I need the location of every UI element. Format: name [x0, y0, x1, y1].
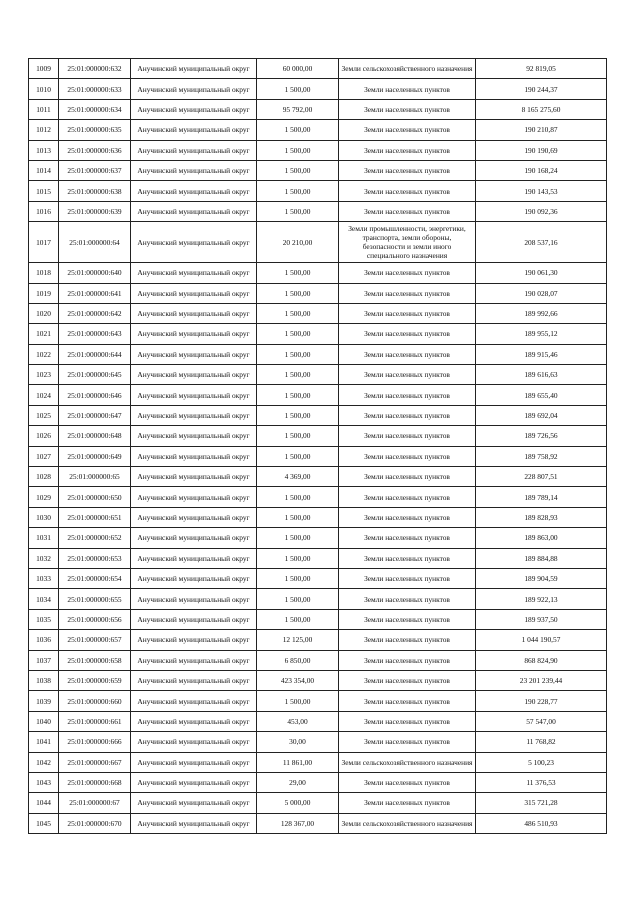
district-cell: Анучинский муниципальный округ — [131, 650, 257, 670]
land-category-cell: Земли населенных пунктов — [339, 609, 476, 629]
district-cell: Анучинский муниципальный округ — [131, 263, 257, 283]
area-cell: 1 500,00 — [257, 120, 339, 140]
table-row — [29, 446, 607, 466]
table-row — [29, 140, 607, 160]
area-cell: 12 125,00 — [257, 630, 339, 650]
area-cell: 1 500,00 — [257, 528, 339, 548]
table-row — [29, 528, 607, 548]
cadastral-value-cell: 189 915,46 — [476, 344, 607, 364]
table-row — [29, 222, 607, 263]
row-number-cell: 1029 — [29, 487, 59, 507]
area-cell: 1 500,00 — [257, 365, 339, 385]
row-number-cell: 1024 — [29, 385, 59, 405]
land-category-cell: Земли населенных пунктов — [339, 548, 476, 568]
cadastral-value-cell: 228 807,51 — [476, 467, 607, 487]
district-cell: Анучинский муниципальный округ — [131, 446, 257, 466]
district-cell: Анучинский муниципальный округ — [131, 426, 257, 446]
table-row — [29, 670, 607, 690]
cadastral-value-cell: 190 168,24 — [476, 160, 607, 180]
cadastral-number-cell: 25:01:000000:654 — [59, 568, 131, 588]
cadastral-value-cell: 189 828,93 — [476, 507, 607, 527]
district-cell: Анучинский муниципальный округ — [131, 487, 257, 507]
row-number-cell: 1015 — [29, 181, 59, 201]
row-number-cell: 1041 — [29, 732, 59, 752]
table-row — [29, 385, 607, 405]
district-cell: Анучинский муниципальный округ — [131, 528, 257, 548]
cadastral-number-cell: 25:01:000000:641 — [59, 283, 131, 303]
cadastral-value-cell: 868 824,90 — [476, 650, 607, 670]
cadastral-value-cell: 11 376,53 — [476, 772, 607, 792]
area-cell: 1 500,00 — [257, 589, 339, 609]
table-row — [29, 609, 607, 629]
row-number-cell: 1043 — [29, 772, 59, 792]
land-category-cell: Земли населенных пунктов — [339, 793, 476, 813]
row-number-cell: 1021 — [29, 324, 59, 344]
cadastral-value-cell: 189 884,88 — [476, 548, 607, 568]
land-category-cell: Земли населенных пунктов — [339, 99, 476, 119]
table-row — [29, 813, 607, 833]
area-cell: 1 500,00 — [257, 263, 339, 283]
table-row — [29, 324, 607, 344]
table-row — [29, 467, 607, 487]
cadastral-value-cell: 8 165 275,60 — [476, 99, 607, 119]
district-cell: Анучинский муниципальный округ — [131, 670, 257, 690]
land-category-cell: Земли населенных пунктов — [339, 426, 476, 446]
row-number-cell: 1030 — [29, 507, 59, 527]
cadastral-number-cell: 25:01:000000:64 — [59, 222, 131, 263]
area-cell: 423 354,00 — [257, 670, 339, 690]
land-category-cell: Земли населенных пунктов — [339, 385, 476, 405]
cadastral-number-cell: 25:01:000000:644 — [59, 344, 131, 364]
cadastral-number-cell: 25:01:000000:633 — [59, 79, 131, 99]
area-cell: 1 500,00 — [257, 181, 339, 201]
area-cell: 5 000,00 — [257, 793, 339, 813]
district-cell: Анучинский муниципальный округ — [131, 405, 257, 425]
area-cell: 11 861,00 — [257, 752, 339, 772]
area-cell: 1 500,00 — [257, 507, 339, 527]
cadastral-number-cell: 25:01:000000:657 — [59, 630, 131, 650]
district-cell: Анучинский муниципальный округ — [131, 813, 257, 833]
row-number-cell: 1045 — [29, 813, 59, 833]
land-category-cell: Земли населенных пунктов — [339, 303, 476, 323]
area-cell: 1 500,00 — [257, 160, 339, 180]
table-row — [29, 405, 607, 425]
cadastral-number-cell: 25:01:000000:658 — [59, 650, 131, 670]
district-cell: Анучинский муниципальный округ — [131, 691, 257, 711]
district-cell: Анучинский муниципальный округ — [131, 283, 257, 303]
cadastral-value-cell: 11 768,82 — [476, 732, 607, 752]
district-cell: Анучинский муниципальный округ — [131, 365, 257, 385]
cadastral-value-cell: 189 726,56 — [476, 426, 607, 446]
cadastral-value-cell: 189 655,40 — [476, 385, 607, 405]
land-category-cell: Земли населенных пунктов — [339, 487, 476, 507]
district-cell: Анучинский муниципальный округ — [131, 181, 257, 201]
table-row — [29, 568, 607, 588]
land-category-cell: Земли населенных пунктов — [339, 344, 476, 364]
land-category-cell: Земли населенных пунктов — [339, 589, 476, 609]
district-cell: Анучинский муниципальный округ — [131, 201, 257, 221]
row-number-cell: 1044 — [29, 793, 59, 813]
land-category-cell: Земли населенных пунктов — [339, 446, 476, 466]
table-row — [29, 691, 607, 711]
district-cell: Анучинский муниципальный округ — [131, 324, 257, 344]
cadastral-value-cell: 189 616,63 — [476, 365, 607, 385]
district-cell: Анучинский муниципальный округ — [131, 732, 257, 752]
table-row — [29, 752, 607, 772]
row-number-cell: 1037 — [29, 650, 59, 670]
table-body — [29, 59, 607, 834]
land-category-cell: Земли населенных пунктов — [339, 160, 476, 180]
cadastral-number-cell: 25:01:000000:647 — [59, 405, 131, 425]
row-number-cell: 1034 — [29, 589, 59, 609]
district-cell: Анучинский муниципальный округ — [131, 589, 257, 609]
row-number-cell: 1026 — [29, 426, 59, 446]
cadastral-number-cell: 25:01:000000:642 — [59, 303, 131, 323]
cadastral-number-cell: 25:01:000000:661 — [59, 711, 131, 731]
area-cell: 1 500,00 — [257, 426, 339, 446]
cadastral-number-cell: 25:01:000000:651 — [59, 507, 131, 527]
land-category-cell: Земли населенных пунктов — [339, 732, 476, 752]
table-row — [29, 181, 607, 201]
table-row — [29, 283, 607, 303]
district-cell: Анучинский муниципальный округ — [131, 59, 257, 79]
district-cell: Анучинский муниципальный округ — [131, 548, 257, 568]
table-row — [29, 548, 607, 568]
cadastral-value-cell: 189 937,50 — [476, 609, 607, 629]
area-cell: 1 500,00 — [257, 446, 339, 466]
cadastral-number-cell: 25:01:000000:637 — [59, 160, 131, 180]
area-cell: 128 367,00 — [257, 813, 339, 833]
row-number-cell: 1027 — [29, 446, 59, 466]
table-row — [29, 793, 607, 813]
cadastral-number-cell: 25:01:000000:640 — [59, 263, 131, 283]
row-number-cell: 1036 — [29, 630, 59, 650]
table-row — [29, 201, 607, 221]
area-cell: 1 500,00 — [257, 609, 339, 629]
area-cell: 1 500,00 — [257, 405, 339, 425]
cadastral-value-cell: 57 547,00 — [476, 711, 607, 731]
area-cell: 1 500,00 — [257, 303, 339, 323]
land-category-cell: Земли населенных пунктов — [339, 630, 476, 650]
table-row — [29, 99, 607, 119]
district-cell: Анучинский муниципальный округ — [131, 140, 257, 160]
area-cell: 6 850,00 — [257, 650, 339, 670]
land-category-cell: Земли населенных пунктов — [339, 568, 476, 588]
table-row — [29, 303, 607, 323]
area-cell: 1 500,00 — [257, 548, 339, 568]
cadastral-number-cell: 25:01:000000:639 — [59, 201, 131, 221]
cadastral-number-cell: 25:01:000000:660 — [59, 691, 131, 711]
land-category-cell: Земли населенных пунктов — [339, 405, 476, 425]
row-number-cell: 1018 — [29, 263, 59, 283]
cadastral-number-cell: 25:01:000000:65 — [59, 467, 131, 487]
cadastral-value-cell: 315 721,28 — [476, 793, 607, 813]
table-row — [29, 487, 607, 507]
table-row — [29, 365, 607, 385]
area-cell: 20 210,00 — [257, 222, 339, 263]
area-cell: 453,00 — [257, 711, 339, 731]
row-number-cell: 1017 — [29, 222, 59, 263]
cadastral-value-cell: 190 143,53 — [476, 181, 607, 201]
cadastral-value-cell: 486 510,93 — [476, 813, 607, 833]
area-cell: 4 369,00 — [257, 467, 339, 487]
land-category-cell: Земли населенных пунктов — [339, 528, 476, 548]
land-category-cell: Земли населенных пунктов — [339, 324, 476, 344]
land-category-cell: Земли населенных пунктов — [339, 670, 476, 690]
cadastral-value-cell: 189 922,13 — [476, 589, 607, 609]
area-cell: 1 500,00 — [257, 79, 339, 99]
land-category-cell: Земли сельскохозяйственного назначения — [339, 752, 476, 772]
district-cell: Анучинский муниципальный округ — [131, 711, 257, 731]
area-cell: 60 000,00 — [257, 59, 339, 79]
area-cell: 95 792,00 — [257, 99, 339, 119]
cadastral-number-cell: 25:01:000000:659 — [59, 670, 131, 690]
row-number-cell: 1022 — [29, 344, 59, 364]
district-cell: Анучинский муниципальный округ — [131, 160, 257, 180]
row-number-cell: 1042 — [29, 752, 59, 772]
cadastral-value-cell: 189 692,04 — [476, 405, 607, 425]
district-cell: Анучинский муниципальный округ — [131, 222, 257, 263]
table-row — [29, 426, 607, 446]
area-cell: 1 500,00 — [257, 140, 339, 160]
row-number-cell: 1035 — [29, 609, 59, 629]
land-category-cell: Земли населенных пунктов — [339, 467, 476, 487]
row-number-cell: 1014 — [29, 160, 59, 180]
land-category-cell: Земли населенных пунктов — [339, 772, 476, 792]
row-number-cell: 1028 — [29, 467, 59, 487]
row-number-cell: 1032 — [29, 548, 59, 568]
cadastral-value-cell: 189 992,66 — [476, 303, 607, 323]
land-category-cell: Земли сельскохозяйственного назначения — [339, 59, 476, 79]
row-number-cell: 1010 — [29, 79, 59, 99]
row-number-cell: 1031 — [29, 528, 59, 548]
cadastral-number-cell: 25:01:000000:670 — [59, 813, 131, 833]
land-registry-table — [28, 58, 607, 834]
cadastral-number-cell: 25:01:000000:653 — [59, 548, 131, 568]
land-category-cell: Земли населенных пунктов — [339, 283, 476, 303]
cadastral-value-cell: 190 228,77 — [476, 691, 607, 711]
cadastral-value-cell: 189 789,14 — [476, 487, 607, 507]
row-number-cell: 1013 — [29, 140, 59, 160]
table-row — [29, 344, 607, 364]
district-cell: Анучинский муниципальный округ — [131, 385, 257, 405]
cadastral-value-cell: 190 028,07 — [476, 283, 607, 303]
area-cell: 1 500,00 — [257, 201, 339, 221]
cadastral-number-cell: 25:01:000000:635 — [59, 120, 131, 140]
table-row — [29, 79, 607, 99]
row-number-cell: 1039 — [29, 691, 59, 711]
table-row — [29, 160, 607, 180]
district-cell: Анучинский муниципальный округ — [131, 609, 257, 629]
land-category-cell: Земли населенных пунктов — [339, 507, 476, 527]
cadastral-number-cell: 25:01:000000:667 — [59, 752, 131, 772]
cadastral-value-cell: 5 100,23 — [476, 752, 607, 772]
row-number-cell: 1025 — [29, 405, 59, 425]
cadastral-value-cell: 23 201 239,44 — [476, 670, 607, 690]
table-row — [29, 120, 607, 140]
cadastral-value-cell: 190 092,36 — [476, 201, 607, 221]
area-cell: 29,00 — [257, 772, 339, 792]
table-row — [29, 732, 607, 752]
cadastral-number-cell: 25:01:000000:668 — [59, 772, 131, 792]
land-category-cell: Земли населенных пунктов — [339, 263, 476, 283]
area-cell: 1 500,00 — [257, 344, 339, 364]
cadastral-value-cell: 189 758,92 — [476, 446, 607, 466]
row-number-cell: 1040 — [29, 711, 59, 731]
land-category-cell: Земли населенных пунктов — [339, 140, 476, 160]
cadastral-number-cell: 25:01:000000:652 — [59, 528, 131, 548]
district-cell: Анучинский муниципальный округ — [131, 507, 257, 527]
table-row — [29, 650, 607, 670]
table-row — [29, 263, 607, 283]
cadastral-value-cell: 208 537,16 — [476, 222, 607, 263]
row-number-cell: 1020 — [29, 303, 59, 323]
area-cell: 1 500,00 — [257, 487, 339, 507]
land-category-cell: Земли населенных пунктов — [339, 201, 476, 221]
cadastral-number-cell: 25:01:000000:649 — [59, 446, 131, 466]
table-row — [29, 507, 607, 527]
area-cell: 1 500,00 — [257, 385, 339, 405]
table-row — [29, 772, 607, 792]
land-category-cell: Земли населенных пунктов — [339, 120, 476, 140]
land-category-cell: Земли населенных пунктов — [339, 365, 476, 385]
area-cell: 1 500,00 — [257, 283, 339, 303]
row-number-cell: 1019 — [29, 283, 59, 303]
cadastral-value-cell: 1 044 190,57 — [476, 630, 607, 650]
land-category-cell: Земли промышленности, энергетики, транспорта, земли обороны, безопасности и земли иного специального назначения — [339, 222, 476, 263]
area-cell: 1 500,00 — [257, 568, 339, 588]
land-category-cell: Земли населенных пунктов — [339, 650, 476, 670]
cadastral-number-cell: 25:01:000000:636 — [59, 140, 131, 160]
district-cell: Анучинский муниципальный округ — [131, 344, 257, 364]
cadastral-number-cell: 25:01:000000:655 — [59, 589, 131, 609]
cadastral-number-cell: 25:01:000000:67 — [59, 793, 131, 813]
row-number-cell: 1023 — [29, 365, 59, 385]
table-row — [29, 630, 607, 650]
district-cell: Анучинский муниципальный округ — [131, 772, 257, 792]
cadastral-value-cell: 189 904,59 — [476, 568, 607, 588]
cadastral-value-cell: 190 244,37 — [476, 79, 607, 99]
land-category-cell: Земли сельскохозяйственного назначения — [339, 813, 476, 833]
cadastral-number-cell: 25:01:000000:638 — [59, 181, 131, 201]
cadastral-number-cell: 25:01:000000:643 — [59, 324, 131, 344]
cadastral-number-cell: 25:01:000000:646 — [59, 385, 131, 405]
table-row — [29, 589, 607, 609]
area-cell: 1 500,00 — [257, 324, 339, 344]
area-cell: 30,00 — [257, 732, 339, 752]
row-number-cell: 1011 — [29, 99, 59, 119]
district-cell: Анучинский муниципальный округ — [131, 793, 257, 813]
district-cell: Анучинский муниципальный округ — [131, 79, 257, 99]
land-category-cell: Земли населенных пунктов — [339, 79, 476, 99]
table-row — [29, 59, 607, 79]
district-cell: Анучинский муниципальный округ — [131, 303, 257, 323]
cadastral-value-cell: 189 863,00 — [476, 528, 607, 548]
district-cell: Анучинский муниципальный округ — [131, 467, 257, 487]
cadastral-number-cell: 25:01:000000:632 — [59, 59, 131, 79]
row-number-cell: 1012 — [29, 120, 59, 140]
district-cell: Анучинский муниципальный округ — [131, 120, 257, 140]
cadastral-number-cell: 25:01:000000:666 — [59, 732, 131, 752]
district-cell: Анучинский муниципальный округ — [131, 752, 257, 772]
cadastral-value-cell: 190 061,30 — [476, 263, 607, 283]
land-category-cell: Земли населенных пунктов — [339, 711, 476, 731]
row-number-cell: 1038 — [29, 670, 59, 690]
land-category-cell: Земли населенных пунктов — [339, 181, 476, 201]
cadastral-number-cell: 25:01:000000:634 — [59, 99, 131, 119]
cadastral-value-cell: 190 210,87 — [476, 120, 607, 140]
district-cell: Анучинский муниципальный округ — [131, 630, 257, 650]
cadastral-number-cell: 25:01:000000:645 — [59, 365, 131, 385]
land-category-cell: Земли населенных пунктов — [339, 691, 476, 711]
area-cell: 1 500,00 — [257, 691, 339, 711]
cadastral-value-cell: 189 955,12 — [476, 324, 607, 344]
district-cell: Анучинский муниципальный округ — [131, 568, 257, 588]
cadastral-number-cell: 25:01:000000:648 — [59, 426, 131, 446]
cadastral-number-cell: 25:01:000000:656 — [59, 609, 131, 629]
cadastral-value-cell: 190 190,69 — [476, 140, 607, 160]
district-cell: Анучинский муниципальный округ — [131, 99, 257, 119]
table-row — [29, 711, 607, 731]
cadastral-number-cell: 25:01:000000:650 — [59, 487, 131, 507]
row-number-cell: 1033 — [29, 568, 59, 588]
cadastral-value-cell: 92 819,05 — [476, 59, 607, 79]
row-number-cell: 1009 — [29, 59, 59, 79]
row-number-cell: 1016 — [29, 201, 59, 221]
